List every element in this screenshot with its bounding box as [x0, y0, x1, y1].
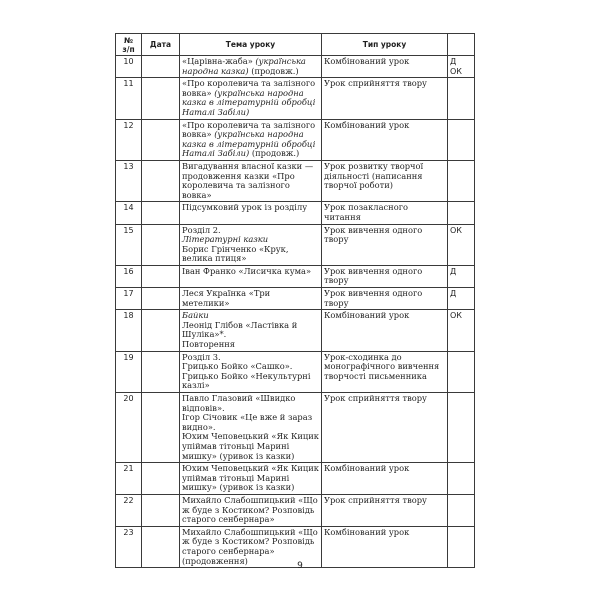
- lesson-date-cell: [142, 463, 180, 495]
- lesson-number-cell: 13: [116, 160, 142, 201]
- lesson-note-mark: ОК: [450, 225, 462, 235]
- lesson-topic-text: «Царівна-жаба»: [182, 56, 256, 66]
- lesson-number-cell: 18: [116, 310, 142, 351]
- lesson-type-cell: Урок розвитку творчої діяльності (написання творчої роботи): [322, 160, 448, 201]
- lesson-date-cell: [142, 288, 180, 310]
- lesson-topic-text: (українська народна казка в літературній обробці Наталі Забіли): [182, 129, 316, 159]
- lesson-date-cell: [142, 265, 180, 287]
- table-row: [116, 160, 475, 201]
- lesson-topic-text: Повторення: [182, 339, 236, 350]
- lesson-topic-text: «Про королевича та залізного вовка»: [182, 78, 316, 98]
- lesson-topic-text: Байки: [182, 310, 209, 321]
- lesson-date-cell: [142, 310, 180, 351]
- lesson-topic-text: Павло Глазовий «Швидко відповів».: [182, 393, 296, 413]
- lesson-note-cell: [448, 224, 475, 265]
- table-row: [116, 202, 475, 224]
- table-row: [116, 310, 475, 351]
- lesson-plan-table: [115, 33, 475, 568]
- lesson-date-cell: [142, 160, 180, 201]
- lesson-note-mark: Д: [450, 266, 457, 276]
- table-row: [116, 288, 475, 310]
- lesson-topic-text: (продовж.): [249, 148, 300, 159]
- lesson-topic-text: Вигадування власної казки — продовження казки «Про королевича та залізного вовка»: [182, 160, 314, 200]
- header-topic: Тема уроку: [180, 34, 322, 56]
- lesson-note-cell: [448, 160, 475, 201]
- lesson-note-cell: [448, 393, 475, 463]
- lesson-number-cell: 19: [116, 351, 142, 392]
- lesson-topic-text: Грицько Бойко «Сашко».: [182, 361, 293, 372]
- lesson-topic-cell: [180, 494, 322, 526]
- table-row: [116, 463, 475, 495]
- lesson-topic-cell: [180, 56, 322, 78]
- lesson-topic-cell: [180, 463, 322, 495]
- lesson-note-mark: ОК: [450, 66, 462, 76]
- page-number: 9: [297, 561, 303, 571]
- lesson-date-cell: [142, 351, 180, 392]
- table-row: [116, 119, 475, 160]
- lesson-topic-cell: [180, 310, 322, 351]
- lesson-topic-text: «Про королевича та залізного вовка»: [182, 119, 316, 140]
- lesson-topic-text: Іван Франко «Лисичка кума»: [182, 265, 312, 276]
- lesson-number-cell: 21: [116, 463, 142, 495]
- lesson-note-mark: Д: [450, 57, 457, 66]
- lesson-type-cell: Урок вивчення одного твору: [322, 224, 448, 265]
- lesson-note-cell: [448, 78, 475, 119]
- table-header-row: [116, 34, 475, 56]
- table-row: [116, 56, 475, 78]
- lesson-note-cell: [448, 265, 475, 287]
- lesson-number-cell: 14: [116, 202, 142, 224]
- lesson-type-cell: Урок сприйняття твору: [322, 494, 448, 526]
- lesson-topic-text: Леонід Глібов «Ластівка й Шуліка»*.: [182, 319, 298, 340]
- table-row: [116, 265, 475, 287]
- lesson-type-cell: Урок вивчення одного твору: [322, 288, 448, 310]
- lesson-date-cell: [142, 393, 180, 463]
- lesson-topic-cell: [180, 265, 322, 287]
- table-row: [116, 224, 475, 265]
- lesson-date-cell: [142, 78, 180, 119]
- lesson-topic-text: Леся Українка «Три метелики»: [182, 288, 271, 308]
- lesson-topic-text: Літературні казки: [182, 234, 269, 245]
- lesson-note-cell: [448, 119, 475, 160]
- document-page: [115, 33, 474, 568]
- header-number-sign: №: [123, 35, 134, 45]
- lesson-type-cell: Урок сприйняття твору: [322, 393, 448, 463]
- lesson-topic-text: (українська народна казка в літературній обробці Наталі Забіли): [182, 87, 316, 117]
- lesson-note-mark: Д: [450, 289, 457, 299]
- lesson-topic-text: Грицько Бойко «Некультурні казлі»: [182, 370, 311, 391]
- lesson-number-cell: 11: [116, 78, 142, 119]
- lesson-topic-text: Михайло Слабошпицький «Що ж буде з Костиком? Розповідь старого сенбернара» (продовження): [182, 526, 318, 566]
- table-row: [116, 494, 475, 526]
- lesson-topic-text: (продовж.): [248, 65, 299, 76]
- lesson-topic-cell: [180, 224, 322, 265]
- lesson-note-cell: [448, 202, 475, 224]
- lesson-date-cell: [142, 224, 180, 265]
- lesson-topic-text: Підсумковий урок із розділу: [182, 202, 308, 213]
- lesson-topic-cell: [180, 119, 322, 160]
- lesson-topic-text: Розділ 2.: [182, 224, 221, 235]
- lesson-type-cell: Комбінований урок: [322, 56, 448, 78]
- lesson-topic-text: Розділ 3.: [182, 351, 221, 362]
- lesson-note-cell: [448, 494, 475, 526]
- lesson-topic-cell: [180, 351, 322, 392]
- lesson-number-cell: 20: [116, 393, 142, 463]
- table-row: [116, 78, 475, 119]
- lesson-date-cell: [142, 202, 180, 224]
- lesson-note-cell: [448, 310, 475, 351]
- lesson-number-cell: 17: [116, 288, 142, 310]
- table-row: [116, 351, 475, 392]
- lesson-type-cell: Урок вивчення одного твору: [322, 265, 448, 287]
- lesson-note-cell: [448, 351, 475, 392]
- lesson-topic-text: Борис Грінченко «Крук, велика птиця»: [182, 243, 289, 264]
- lesson-type-cell: Комбінований урок: [322, 119, 448, 160]
- lesson-number-cell: 22: [116, 494, 142, 526]
- lesson-number-cell: 12: [116, 119, 142, 160]
- lesson-topic-cell: [180, 202, 322, 224]
- lesson-topic-text: Ігор Січовик «Це вже й зараз видно».: [182, 412, 313, 432]
- table-row: [116, 393, 475, 463]
- header-number-abbrev: з/п: [122, 44, 135, 54]
- header-date: Дата: [142, 34, 180, 56]
- lesson-topic-text: Юхим Чеповецький «Як Кицик упіймав тітоньці Марині мишку» (уривок із казки): [182, 463, 319, 493]
- header-note: [448, 34, 475, 56]
- lesson-date-cell: [142, 494, 180, 526]
- lesson-note-cell: [448, 56, 475, 78]
- lesson-number-cell: 16: [116, 265, 142, 287]
- lesson-number-cell: 23: [116, 526, 142, 567]
- lesson-topic-text: Михайло Слабошпицький «Що ж буде з Костиком? Розповідь старого сенбернара»: [182, 494, 318, 525]
- lesson-date-cell: [142, 56, 180, 78]
- lesson-number-cell: 10: [116, 56, 142, 78]
- lesson-type-cell: Комбінований урок: [322, 463, 448, 495]
- lesson-number-cell: 15: [116, 224, 142, 265]
- lesson-topic-cell: [180, 160, 322, 201]
- lesson-type-cell: Урок сприйняття твору: [322, 78, 448, 119]
- lesson-type-cell: Комбінований урок: [322, 310, 448, 351]
- lesson-topic-text: Юхим Чеповецький «Як Кицик упіймав тітоньці Марині мишку» (уривок із казки): [182, 431, 319, 461]
- lesson-type-cell: Комбінований урок: [322, 526, 448, 567]
- lesson-note-cell: [448, 288, 475, 310]
- lesson-note-cell: [448, 463, 475, 495]
- lesson-topic-cell: [180, 288, 322, 310]
- lesson-topic-cell: [180, 78, 322, 119]
- header-lesson-type: Тип уроку: [322, 34, 448, 56]
- header-number: [116, 34, 142, 56]
- lesson-type-cell: Урок-сходинка до монографічного вивчення творчості письменника: [322, 351, 448, 392]
- table-body: [116, 56, 475, 568]
- lesson-topic-cell: [180, 393, 322, 463]
- lesson-type-cell: Урок позакласного читання: [322, 202, 448, 224]
- lesson-topic-text: (українська народна казка): [182, 56, 306, 76]
- lesson-date-cell: [142, 119, 180, 160]
- lesson-note-mark: ОК: [450, 311, 462, 321]
